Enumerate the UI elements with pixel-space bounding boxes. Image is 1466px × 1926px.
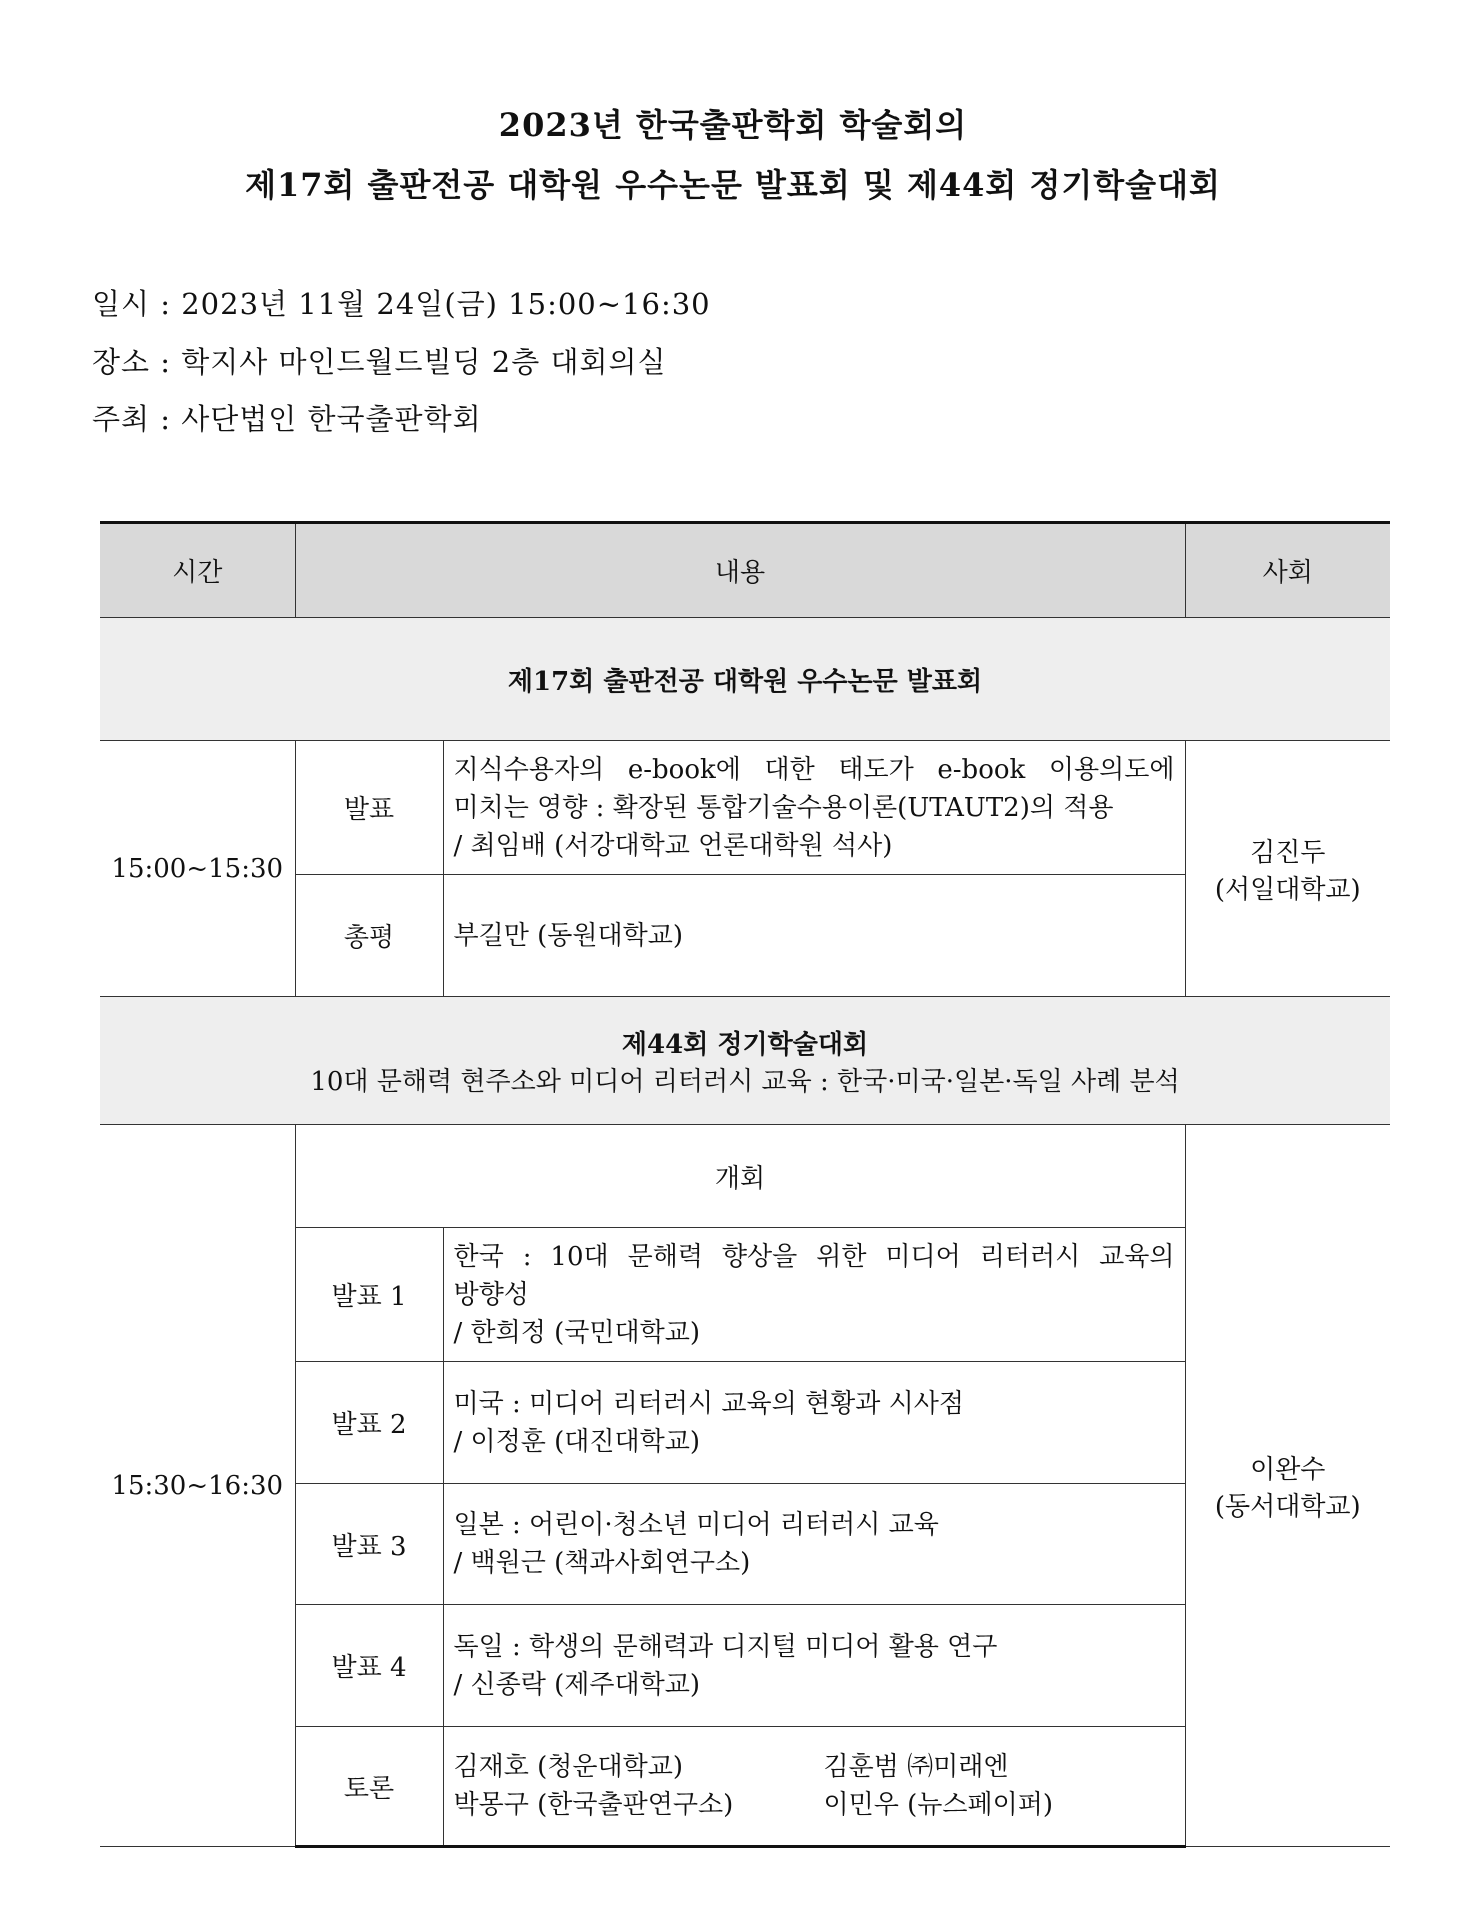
- schedule-table: [100, 521, 1390, 1848]
- opening-label: 개회: [295, 1125, 1185, 1228]
- row-content: 부길만 (동원대학교): [443, 875, 1185, 997]
- content-line: 독일 : 학생의 문해력과 디지털 미디어 활용 연구: [453, 1631, 998, 1662]
- table-header-row: [100, 523, 1390, 618]
- content-line: / 이정훈 (대진대학교): [453, 1426, 701, 1457]
- info-host: 주최 : 사단법인 한국출판학회: [92, 402, 482, 436]
- section-band: [100, 618, 1390, 741]
- row-content: [443, 1362, 1185, 1484]
- content-line: / 백원근 (책과사회연구소): [453, 1548, 751, 1578]
- content-line: / 최임배 (서강대학교 언론대학원 석사): [453, 830, 893, 861]
- moderator-affiliation: (동서대학교): [1214, 1491, 1361, 1522]
- section2-time: 15:30~16:30: [100, 1125, 295, 1847]
- header-content: 내용: [295, 523, 1185, 618]
- section2-subheading: 10대 문해력 현주소와 미디어 리터러시 교육 : 한국·미국·일본·독일 사례 분석: [310, 1066, 1180, 1097]
- document-title: 2023년 한국출판학회 학술회의: [498, 106, 968, 144]
- row-content: [443, 1605, 1185, 1727]
- row-type: 토론: [295, 1727, 443, 1847]
- header-time: 시간: [100, 523, 295, 618]
- content-line: 일본 : 어린이·청소년 미디어 리터러시 교육: [453, 1510, 939, 1540]
- panel-line: [454, 1786, 1175, 1824]
- content-line: 지식수용자의 e-book에 대한 태도가 e-book 이용의도에: [453, 754, 1175, 785]
- header-moderator: 사회: [1185, 523, 1390, 618]
- discussion-panel: [443, 1727, 1185, 1847]
- content-line: 방향성: [453, 1279, 529, 1310]
- panel-line: [454, 1748, 1175, 1786]
- section2-title: [100, 997, 1390, 1125]
- row-content: [443, 741, 1185, 875]
- section-band: [100, 997, 1390, 1125]
- content-line: 미국 : 미디어 리터러시 교육의 현황과 시사점: [453, 1388, 964, 1419]
- row-type: 총평: [295, 875, 443, 997]
- section1-time: 15:00~15:30: [100, 741, 295, 997]
- content-line: 미치는 영향 : 확장된 통합기술수용이론(UTAUT2)의 적용: [453, 792, 1114, 823]
- info-place: 장소 : 학지사 마인드월드빌딩 2층 대회의실: [92, 345, 667, 379]
- row-content: [443, 1484, 1185, 1605]
- table-row: [100, 741, 1390, 875]
- panelist: 김재호 (청운대학교): [453, 1752, 683, 1782]
- row-type: 발표 3: [295, 1484, 443, 1605]
- content-line: 한국 : 10대 문해력 향상을 위한 미디어 리터러시 교육의: [453, 1241, 1175, 1272]
- row-type: 발표 4: [295, 1605, 443, 1727]
- section1-title: 제17회 출판전공 대학원 우수논문 발표회: [100, 618, 1390, 741]
- moderator-affiliation: (서일대학교): [1214, 874, 1361, 905]
- row-type: 발표 2: [295, 1362, 443, 1484]
- section2-moderator: [1185, 1125, 1390, 1847]
- section2-heading: 제44회 정기학술대회: [621, 1029, 869, 1060]
- content-line: / 한희정 (국민대학교): [453, 1317, 701, 1348]
- row-type: 발표: [295, 741, 443, 875]
- moderator-name: 김진두: [1250, 837, 1326, 868]
- row-type: 발표 1: [295, 1228, 443, 1362]
- content-line: / 신종락 (제주대학교): [453, 1669, 701, 1700]
- section1-moderator: [1185, 741, 1390, 997]
- row-content: [443, 1228, 1185, 1362]
- document-subtitle: 제17회 출판전공 대학원 우수논문 발표회 및 제44회 정기학술대회: [245, 166, 1221, 204]
- panelist: 김훈범 ㈜미래엔: [823, 1752, 1009, 1782]
- panelist: 박몽구 (한국출판연구소): [453, 1790, 734, 1820]
- moderator-name: 이완수: [1250, 1454, 1326, 1485]
- panelist: 이민우 (뉴스페이퍼): [823, 1790, 1053, 1820]
- info-datetime: 일시 : 2023년 11월 24일(금) 15:00~16:30: [92, 287, 711, 321]
- table-row: [100, 1125, 1390, 1228]
